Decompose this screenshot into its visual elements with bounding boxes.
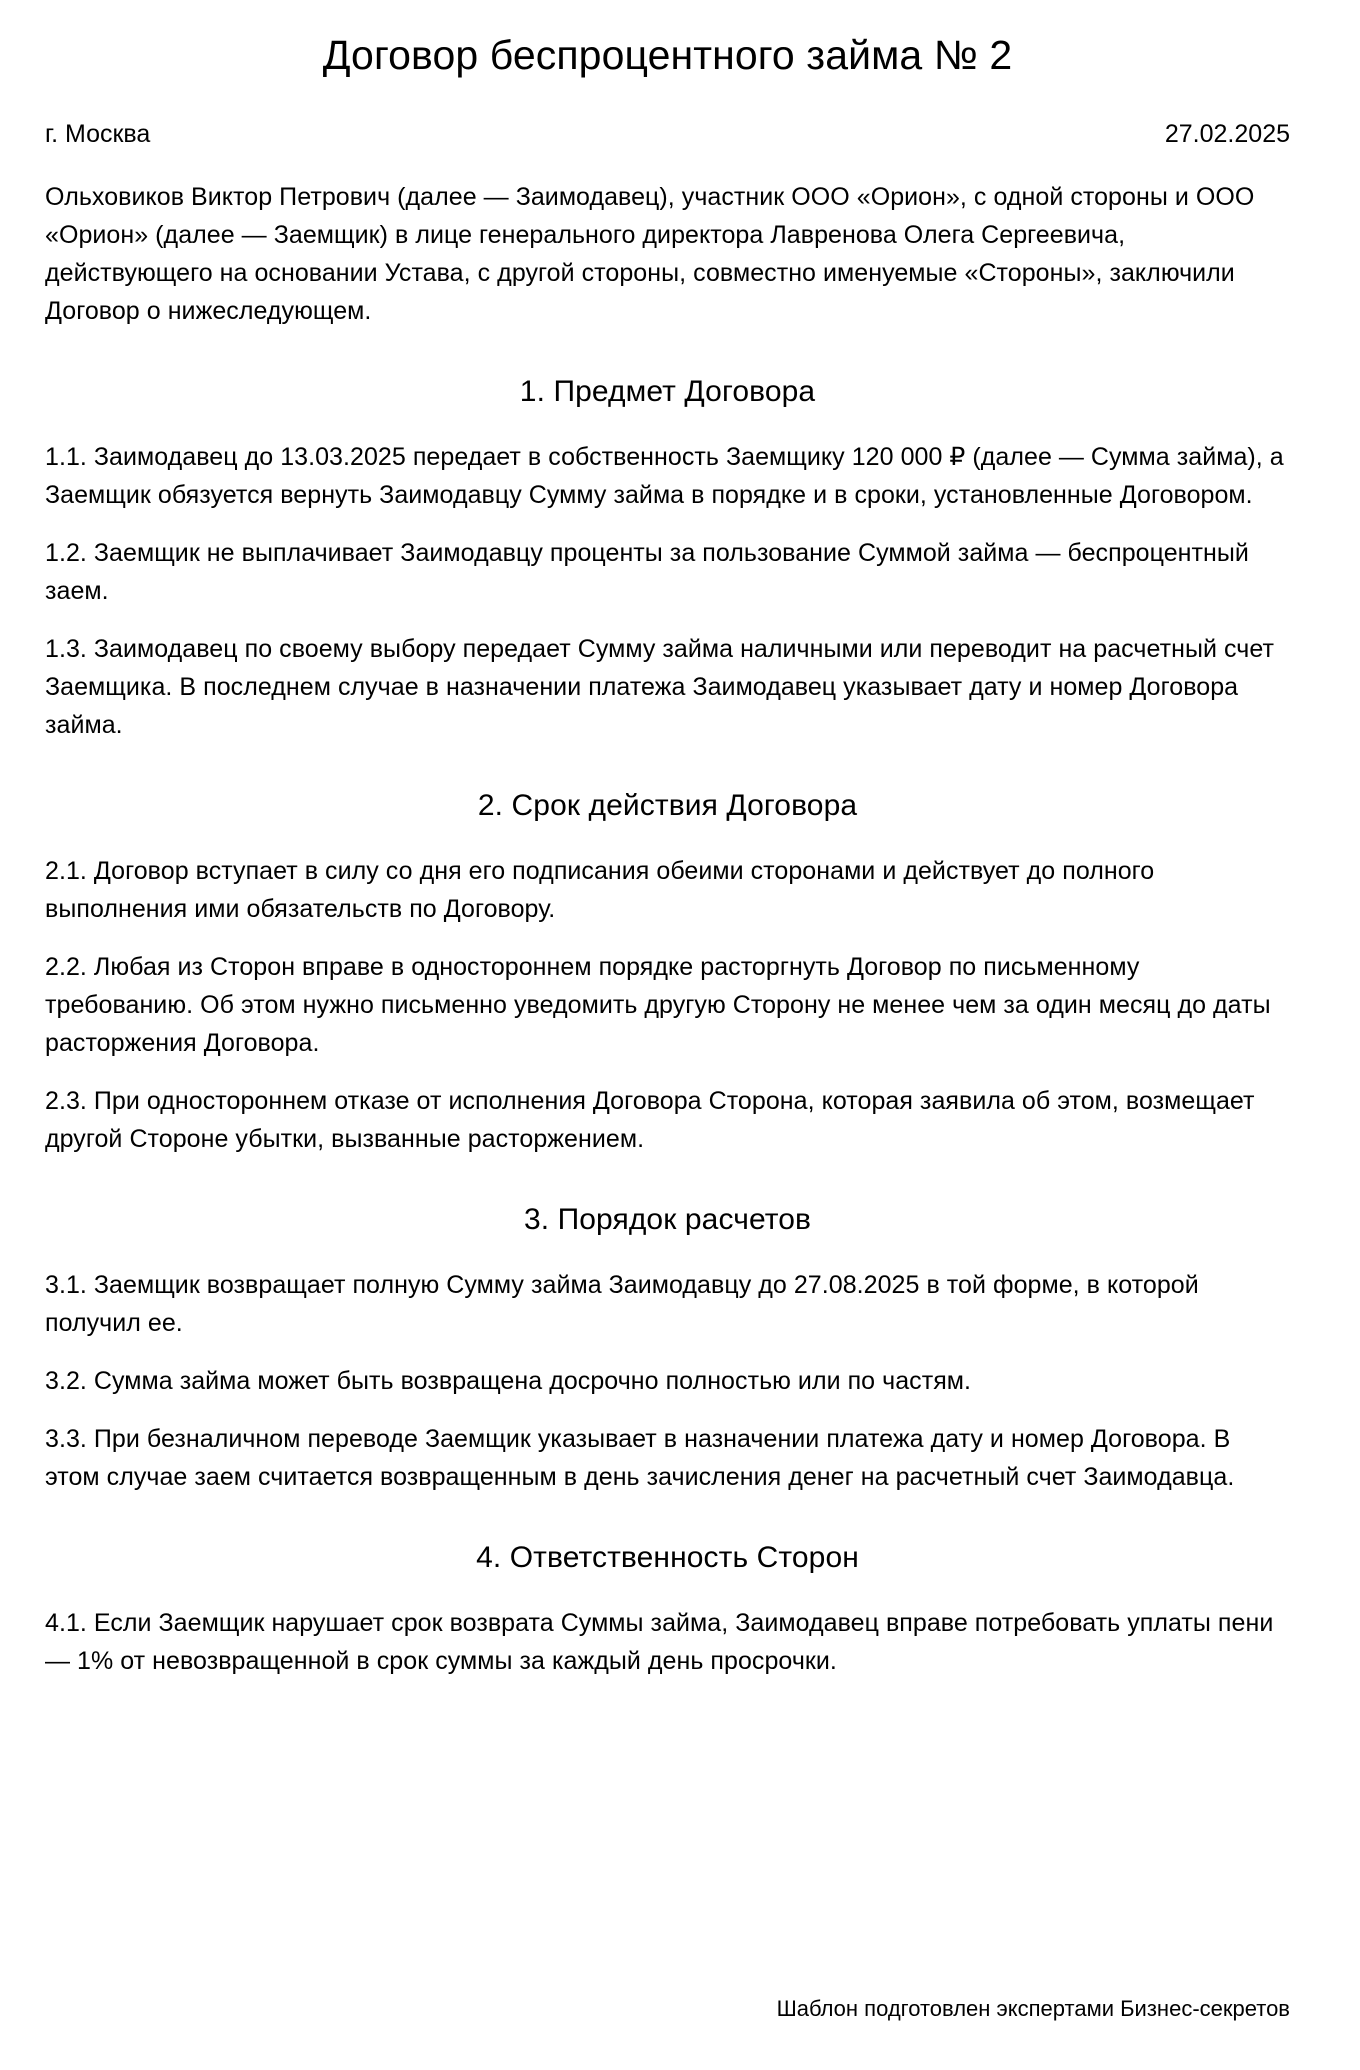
clause-3-3: 3.3. При безналичном переводе Заемщик указывает в назначении платежа дату и номер Договора. В этом случае заем считается возвращенным в день зачисления денег на расчетный счет Заимодавца. (45, 1425, 1235, 1492)
clause-2-1: 2.1. Договор вступает в силу со дня его подписания обеими сторонами и действует до полного выполнения ими обязательств по Договору. (45, 857, 1155, 924)
section-heading-1: 1. Предмет Договора (519, 375, 816, 409)
section-heading-2: 2. Срок действия Договора (477, 789, 858, 823)
clause-3-1: 3.1. Заемщик возвращает полную Сумму займа Заимодавцу до 27.08.2025 в той форме, в которой получил ее. (45, 1271, 1199, 1338)
clause-2-2: 2.2. Любая из Сторон вправе в одностороннем порядке расторгнуть Договор по письменному требованию. Об этом нужно письменно уведомить другую Сторону не менее чем за один месяц до даты расторжения Договора. (45, 953, 1271, 1058)
intro-paragraph: Ольховиков Виктор Петрович (далее — Заимодавец), участник ООО «Орион», с одной стороны и ООО «Орион» (далее — Заемщик) в лице генерального директора Лавренова Олега Сергеевича, действующего на основании Устава, с другой стороны, совместно именуемые «Стороны», заключили Договор о нижеследующем. (45, 183, 1255, 326)
section-heading-4: 4. Ответственность Сторон (476, 1541, 859, 1575)
document-city: г. Москва (45, 120, 151, 149)
clause-1-1: 1.1. Заимодавец до 13.03.2025 передает в собственность Заемщику 120 000 ₽ (далее — Сумма займа), а Заемщик обязуется вернуть Заимодавцу Сумму займа в порядке и в сроки, установленные Договором. (45, 443, 1284, 510)
footer-note: Шаблон подготовлен экспертами Бизнес-секретов (776, 1996, 1290, 2022)
clause-4-1: 4.1. Если Заемщик нарушает срок возврата Суммы займа, Заимодавец вправе потребовать уплаты пени — 1% от невозвращенной в срок суммы за каждый день просрочки. (45, 1609, 1274, 1676)
page-title: Договор беспроцентного займа № 2 (322, 32, 1013, 78)
clause-2-3: 2.3. При одностороннем отказе от исполнения Договора Сторона, которая заявила об этом, возмещает другой Стороне убытки, вызванные расторжением. (45, 1087, 1255, 1154)
section-heading-3: 3. Порядок расчетов (523, 1203, 812, 1237)
clause-1-2: 1.2. Заемщик не выплачивает Заимодавцу проценты за пользование Суммой займа — беспроцентный заем. (45, 539, 1249, 606)
document-date: 27.02.2025 (1164, 120, 1290, 149)
clause-1-3: 1.3. Заимодавец по своему выбору передает Сумму займа наличными или переводит на расчетный счет Заемщика. В последнем случае в назначении платежа Заимодавец указывает дату и номер Договора займа. (45, 635, 1274, 740)
clause-3-2: 3.2. Сумма займа может быть возвращена досрочно полностью или по частям. (45, 1367, 972, 1396)
document-meta-row (45, 116, 1290, 152)
